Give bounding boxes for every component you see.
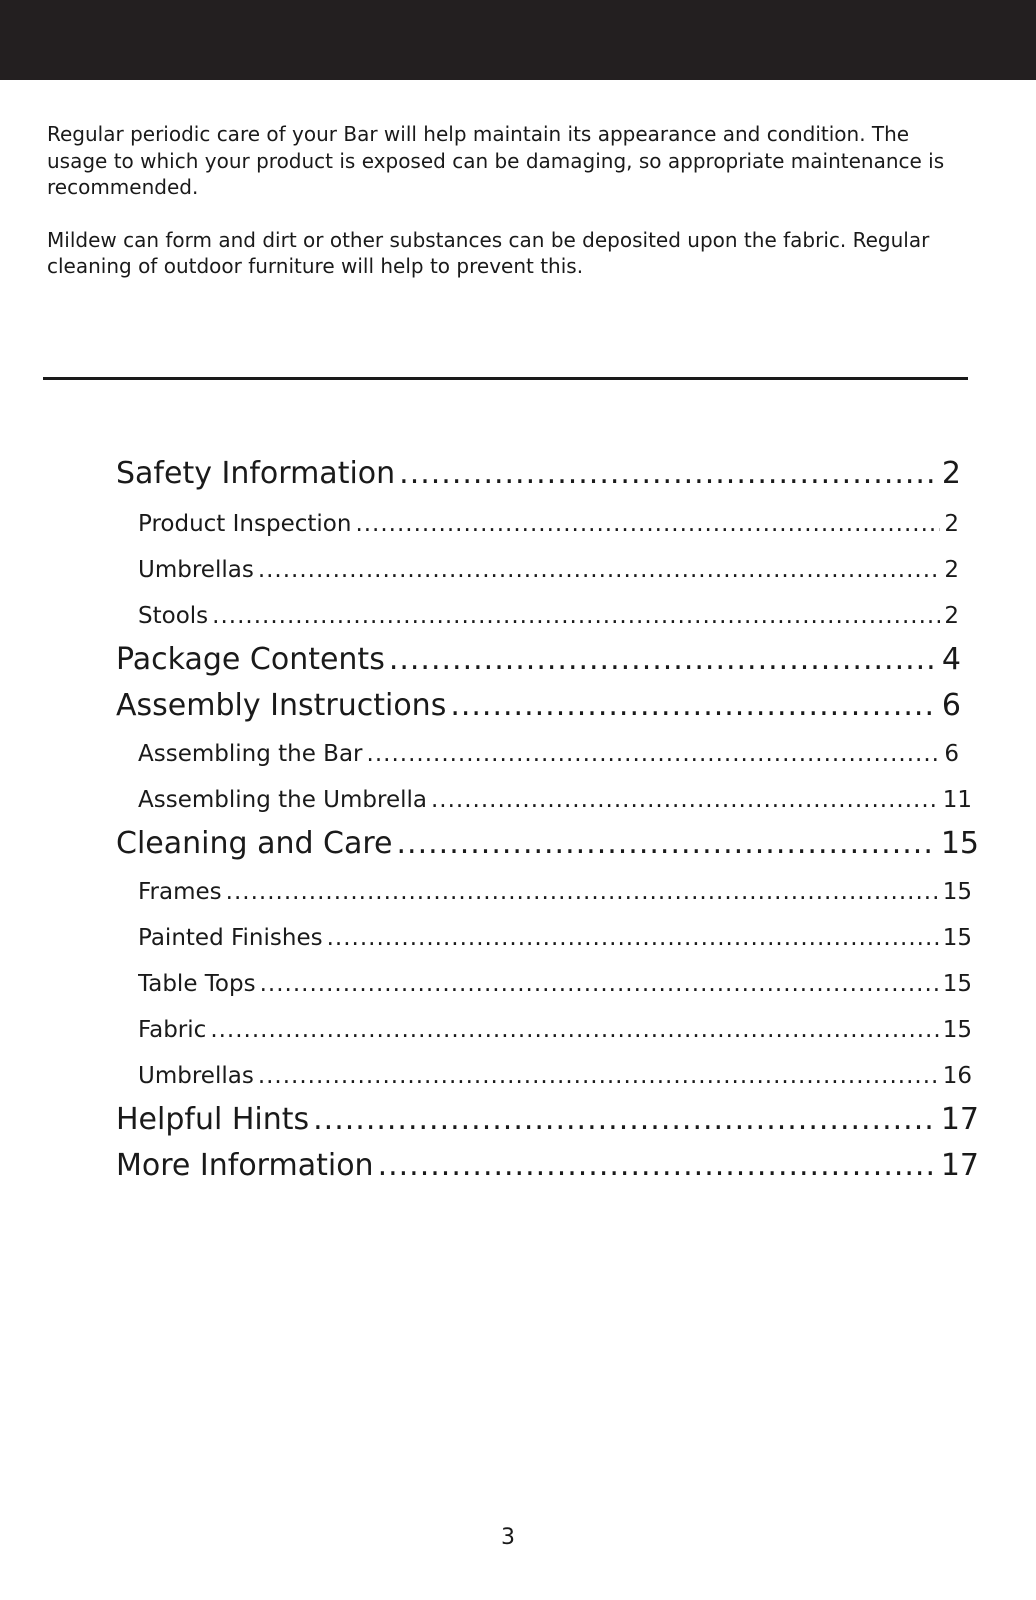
intro-text: [47, 121, 947, 306]
toc-entry-page: 15: [940, 826, 979, 861]
toc-entry[interactable]: [138, 501, 959, 547]
toc-entry-label: Umbrellas: [138, 1063, 254, 1089]
toc-entry-label: Umbrellas: [138, 557, 254, 583]
toc-leader: [399, 451, 938, 497]
toc-entry[interactable]: [116, 451, 961, 497]
toc-leader: [258, 1053, 939, 1099]
intro-paragraph-1: Regular periodic care of your Bar will help maintain its appearance and condition. The usage to which your product is exposed can be damaging, so appropriate maintenance is recommended.: [47, 122, 945, 199]
toc-entry[interactable]: [138, 1053, 972, 1099]
toc-entry[interactable]: [138, 593, 959, 639]
toc-entry-label: Frames: [138, 879, 222, 905]
toc-leader: [210, 1007, 938, 1053]
toc-entry-label: Painted Finishes: [138, 925, 323, 951]
toc-entry[interactable]: [138, 869, 972, 915]
toc-entry-label: Assembling the Bar: [138, 741, 363, 767]
toc-entry[interactable]: [116, 637, 961, 683]
toc-entry[interactable]: [116, 1097, 979, 1143]
toc-leader: [260, 961, 939, 1007]
toc-leader: [355, 501, 940, 547]
toc-entry[interactable]: [138, 547, 959, 593]
toc-entry[interactable]: [138, 915, 972, 961]
intro-paragraph-2: Mildew can form and dirt or other substances can be deposited upon the fabric. Regular cleaning of outdoor furniture will help to prevent this.: [47, 227, 930, 278]
toc-entry[interactable]: [116, 821, 979, 867]
toc-leader: [389, 637, 938, 683]
toc-entry-page: 2: [944, 603, 959, 629]
toc-leader: [450, 683, 938, 729]
toc-entry-label: Fabric: [138, 1017, 207, 1043]
toc-entry[interactable]: [138, 961, 972, 1007]
toc-entry-label: Package Contents: [116, 642, 385, 677]
toc-entry-page: 4: [941, 642, 961, 677]
toc-entry-label: Cleaning and Care: [116, 826, 393, 861]
toc-entry-label: Stools: [138, 603, 209, 629]
toc-entry-page: 15: [942, 971, 972, 997]
toc-leader: [367, 731, 941, 777]
toc-entry-label: More Information: [116, 1148, 374, 1183]
header-bar: [0, 0, 1036, 80]
toc-entry[interactable]: [116, 1143, 979, 1189]
toc-entry-label: Product Inspection: [138, 511, 352, 537]
toc-entry-page: 2: [944, 511, 959, 537]
toc-leader: [397, 821, 937, 867]
toc-leader: [327, 915, 939, 961]
toc-entry-page: 17: [940, 1102, 979, 1137]
toc-entry-label: Assembly Instructions: [116, 688, 447, 723]
toc-leader: [313, 1097, 937, 1143]
toc-entry-page: 11: [942, 787, 972, 813]
toc-entry-page: 6: [941, 688, 961, 723]
toc-entry-label: Table Tops: [138, 971, 256, 997]
page-number: 3: [501, 1525, 515, 1550]
toc-leader: [431, 777, 939, 823]
toc-entry-page: 15: [942, 925, 972, 951]
toc-entry-label: Helpful Hints: [116, 1102, 310, 1137]
toc-entry[interactable]: [138, 731, 959, 777]
toc-leader: [226, 869, 939, 915]
toc-leader: [378, 1143, 937, 1189]
toc-entry-page: 16: [942, 1063, 972, 1089]
toc-entry-page: 15: [942, 1017, 972, 1043]
toc-entry[interactable]: [138, 777, 972, 823]
toc-entry[interactable]: [138, 1007, 972, 1053]
toc-entry-page: 17: [940, 1148, 979, 1183]
toc-entry-label: Assembling the Umbrella: [138, 787, 427, 813]
toc-entry-page: 6: [944, 741, 959, 767]
toc-leader: [258, 547, 941, 593]
toc-entry-page: 2: [941, 456, 961, 491]
toc-entry[interactable]: [116, 683, 961, 729]
toc-entry-page: 15: [942, 879, 972, 905]
toc-leader: [212, 593, 940, 639]
toc-entry-page: 2: [944, 557, 959, 583]
section-divider: [43, 377, 968, 380]
toc-entry-label: Safety Information: [116, 456, 396, 491]
